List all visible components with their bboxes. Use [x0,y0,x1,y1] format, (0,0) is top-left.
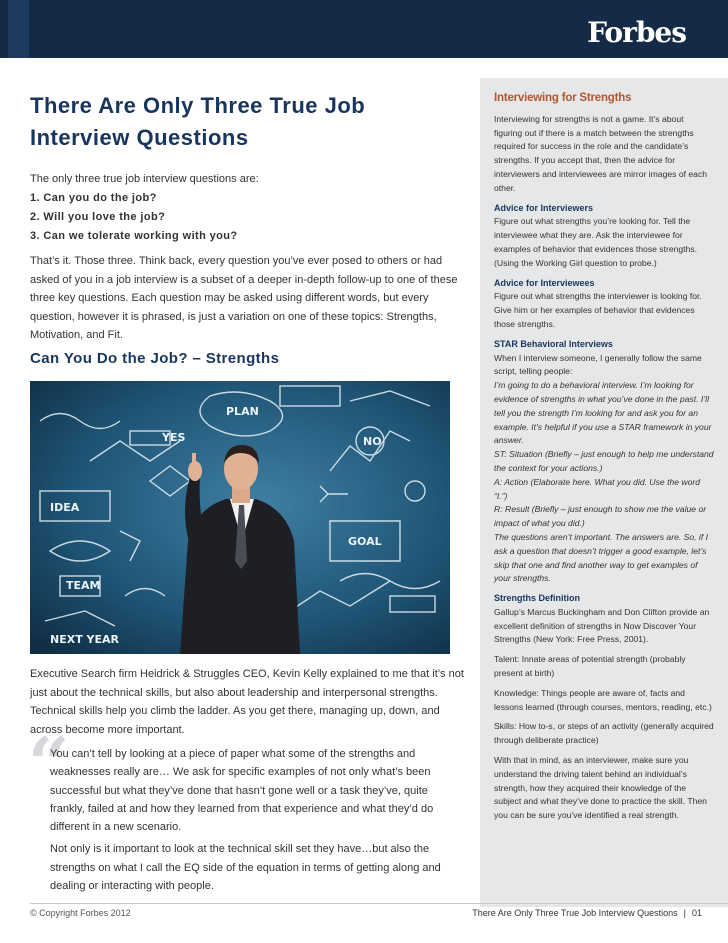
sidebar-content [494,92,714,823]
businessman-photo [30,381,450,654]
photo-word-yes: YES [162,431,186,444]
photo-word-plan: PLAN [226,405,259,418]
star-result [494,503,714,531]
photo-illustration [30,381,450,654]
sidebar-intro: Interviewing for strengths is not a game. It’s about figuring out if there is a match between the strengths required for success in the role and the candidate’s strengths. If you accept that, then the advice for interviewers and interviewees are mirror images of each other. [494,113,708,193]
star-situation-text: ST: Situation (Briefly – just enough to help me understand the context for your actions.) [494,449,714,473]
question-3: 3. Can we tolerate working with you? [30,230,238,242]
star-action [494,476,714,504]
page-title: There Are Only Three True Job Interview Questions [30,93,366,150]
footer-separator: | [683,908,686,918]
header-accent-block [8,0,29,58]
photo-word-next-year: NEXT YEAR [50,633,119,646]
star-outro-text: The questions aren’t important. The answers are. So, if I ask a question that doesn’t trigger a good example, let’s skip that one and find another way to get examples of your strengths. [494,531,708,584]
footer-divider [30,903,728,904]
star-script [494,379,714,448]
pull-quote [50,745,458,899]
quote-paragraph-2: Not only is it important to look at the technical skill set they have…but also the strengths on what I call the EQ side of the equation in terms of getting along and dealing or interacting with people. [50,843,441,893]
star-heading: STAR Behavioral Interviews [494,338,613,349]
body-paragraph-1: That’s it. Those three. Think back, every question you’ve ever posed to others or had asked of you in a job interview is a subset of a deeper in-depth follow-up to one of these three key questions. Each question may be asked using different words, but every question, however it is phrased, is just a variation on one of these topics: Strengths, Motivation, and Fit. [30,255,458,341]
advice-interviewees-text: Figure out what strengths the interviewer is looking for. Give him or her examples of behavior that evidences those strengths. [494,291,702,329]
definition-skills: Skills: How to-s, or steps of an activity (generally acquired through deliberate practice) [494,721,714,746]
photo-word-team: TEAM [66,579,101,592]
star-situation [494,448,714,476]
footer-doc-title: There Are Only Three True Job Interview Questions [472,908,678,918]
star-action-text: A: Action (Elaborate here. What you did. Use the word “I.”) [494,476,701,501]
advice-interviewees-heading: Advice for Interviewees [494,277,595,288]
definition-text: Gallup’s Marcus Buckingham and Don Clifton provide an excellent definition of strengths in Now Discover Your Strengths (New York: Free Press, 2001). [494,606,710,645]
star-outro [494,531,714,586]
advice-interviewers-heading: Advice for Interviewers [494,202,594,213]
star-script-text: I’m going to do a behavioral interview. I’m looking for evidence of strengths in what you’ve done in the past. I’ll tell you the strength I’m looking for and ask you for an example. It’s helpful if you use a STAR framework in your answer. [494,380,712,446]
photo-word-goal: GOAL [348,535,382,548]
header-bar [0,0,728,58]
star-result-text: R: Result (Briefly – just enough to show me the value or impact of what you did.) [494,504,707,529]
definition-heading: Strengths Definition [494,593,580,604]
forbes-logo: Forbes [587,16,686,49]
photo-word-idea: IDEA [50,501,80,514]
intro-block [30,170,460,246]
page-number: 01 [691,908,702,918]
footer-copyright: © Copyright Forbes 2012 [30,908,131,918]
intro-lead: The only three true job interview questions are: [30,173,259,185]
question-2: 2. Will you love the job? [30,211,166,223]
body-paragraph-2: Executive Search firm Heidrick & Struggles CEO, Kevin Kelly explained to me that it’s not just about the technical skills, but also about leadership and interpersonal strengths. Technical skills help you climb the ladder. As you get there, managing up, down, and across become more important. [30,668,464,736]
sidebar-closing: With that in mind, as an interviewer, make sure you understand the driving talent behind an individual’s strength, how they acquired their knowledge of the subject and what they’ve done to practice the skill. Then you can be sure you’ve identified a real strength. [494,755,707,821]
definition-knowledge: Knowledge: Things people are aware of, facts and lessons learned (through courses, mentors, reading, etc.) [494,687,712,712]
sidebar-heading: Interviewing for Strengths [494,92,632,104]
quote-paragraph-1: You can’t tell by looking at a piece of paper what some of the strengths and weaknesses really are… We ask for specific examples of not only what’s been successful but what they’ve done that hasn’t gone well or a task they’ve, quite frankly, failed at and how they learned from that experience and what they’d do different in a new scenario. [50,748,434,834]
star-intro: When I interview someone, I generally follow the same script, telling people: [494,352,702,377]
advice-interviewers-text: Figure out what strengths you’re looking for. Tell the interviewee what they are. Ask the interviewee for examples of behavior that evidences those strengths. (Using the Working Girl question to probe.) [494,216,698,268]
footer-right [472,908,702,918]
section-heading: Can You Do the Job? – Strengths [30,350,280,367]
photo-word-no: NO [363,435,382,448]
definition-talent: Talent: Innate areas of potential strength (probably present at birth) [494,654,686,679]
question-1: 1. Can you do the job? [30,192,157,204]
quote-mark-icon: “ [28,721,70,806]
